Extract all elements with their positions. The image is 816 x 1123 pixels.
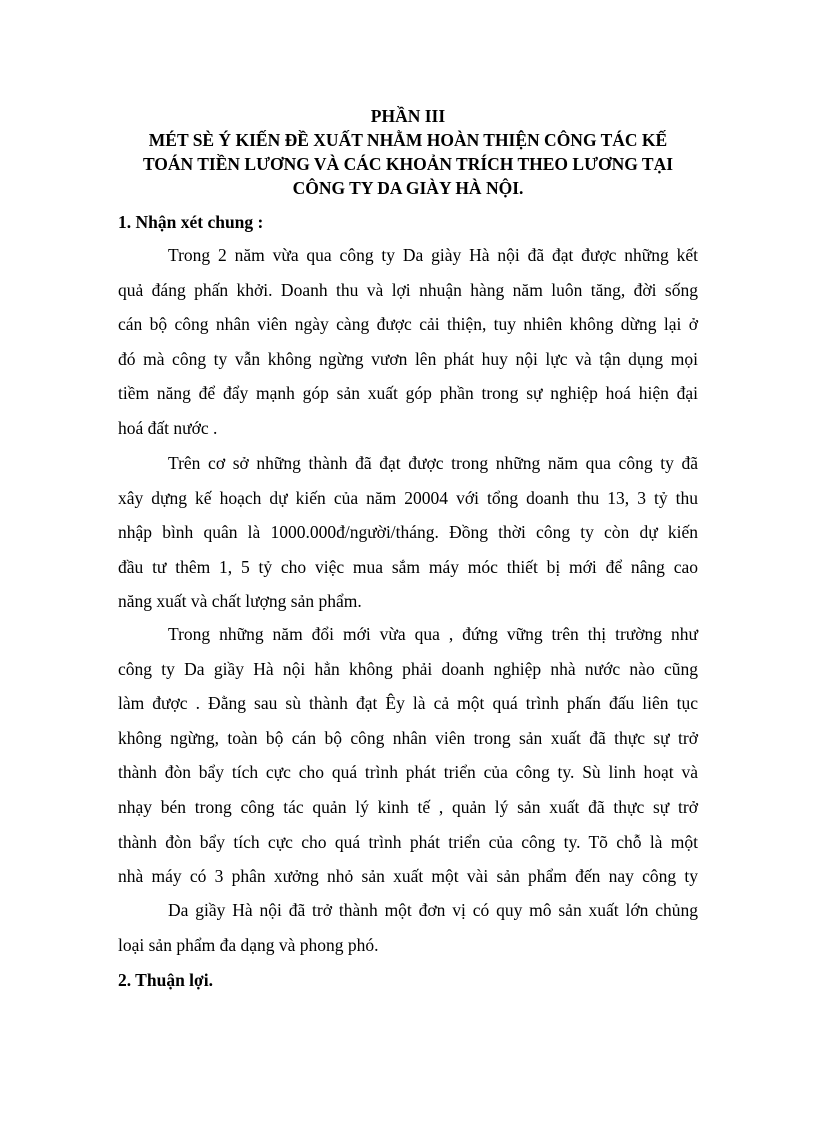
text-line: hoá đất nước . xyxy=(118,417,218,438)
text-line: Trong những năm đổi mới vừa qua , đứng vững trên thị trường như xyxy=(168,624,698,644)
paragraph-2 xyxy=(118,446,698,619)
text-line: Da giầy Hà nội đã trở thành một đơn vị có quy mô sản xuất lớn chủng xyxy=(168,900,698,920)
text-line: xây dựng kế hoạch dự kiến của năm 20004 với tổng doanh thu 13, 3 tỷ thu xyxy=(118,487,698,508)
paragraph-1 xyxy=(118,238,698,446)
text-line: nhạy bén trong công tác quản lý kinh tế , quản lý sản xuất đã thực sự trở xyxy=(118,796,698,817)
text-line: Trong 2 năm vừa qua công ty Da giày Hà nội đã đạt được những kết xyxy=(168,245,698,265)
text-line: năng xuất và chất lượng sản phẩm. xyxy=(118,591,362,612)
text-line: đó mà công ty vẫn không ngừng vươn lên phát huy nội lực và tận dụng mọi xyxy=(118,348,698,369)
text-line: thành đòn bẩy tích cực cho quá trình phát triển của công ty. Sù linh hoạt và xyxy=(118,762,698,783)
text-line: cán bộ công nhân viên ngày càng được cải thiện, tuy nhiên không dừng lại ở xyxy=(118,314,698,335)
text-line: đầu tư thêm 1, 5 tỷ cho việc mua sắm máy móc thiết bị mới để nâng cao xyxy=(118,556,698,577)
text-line: làm được . Đằng sau sù thành đạt Êy là cả một quá trình phấn đấu liên tục xyxy=(118,693,698,714)
text-line: không ngừng, toàn bộ cán bộ công nhân viên trong sản xuất đã thực sự trở xyxy=(118,727,698,748)
section-title-advantages: 2. Thuận lợi. xyxy=(118,970,213,990)
heading-line: PHẦN III xyxy=(370,106,446,126)
paragraph-4 xyxy=(118,893,698,962)
text-line: Trên cơ sở những thành đã đạt được trong những năm qua công ty đã xyxy=(168,453,698,473)
heading-line: MÉT SÈ Ý KIẾN ĐỀ XUẤT NHẰM HOÀN THIỆN CÔNG TÁC KẾ xyxy=(148,130,668,150)
text-line: nhà máy có 3 phân xưởng nhỏ sản xuất một vài sản phẩm đến nay công ty xyxy=(118,866,698,887)
heading-line: CÔNG TY DA GIÀY HÀ NỘI. xyxy=(292,178,524,198)
text-line: loại sản phẩm đa dạng và phong phó. xyxy=(118,934,379,955)
text-line: tiềm năng để đẩy mạnh góp sản xuất góp phần trong sự nghiệp hoá hiện đại xyxy=(118,383,698,404)
text-line: công ty Da giầy Hà nội hẳn không phải doanh nghiệp nhà nước nào cũng xyxy=(118,658,698,679)
text-line: thành đòn bẩy tích cực cho quá trình phát triển của công ty. Tõ chỗ là một xyxy=(118,831,698,852)
section-title-general-remarks: 1. Nhận xét chung : xyxy=(118,212,264,232)
heading-line: TOÁN TIỀN LƯƠNG VÀ CÁC KHOẢN TRÍCH THEO LƯƠNG TẠI xyxy=(142,154,674,174)
text-line: quả đáng phấn khởi. Doanh thu và lợi nhuận hàng năm luôn tăng, đời sống xyxy=(118,279,698,300)
text-line: nhập bình quân là 1000.000đ/người/tháng. Đồng thời công ty còn dự kiến xyxy=(118,522,698,543)
paragraph-3 xyxy=(118,617,698,894)
document-heading xyxy=(100,104,716,200)
